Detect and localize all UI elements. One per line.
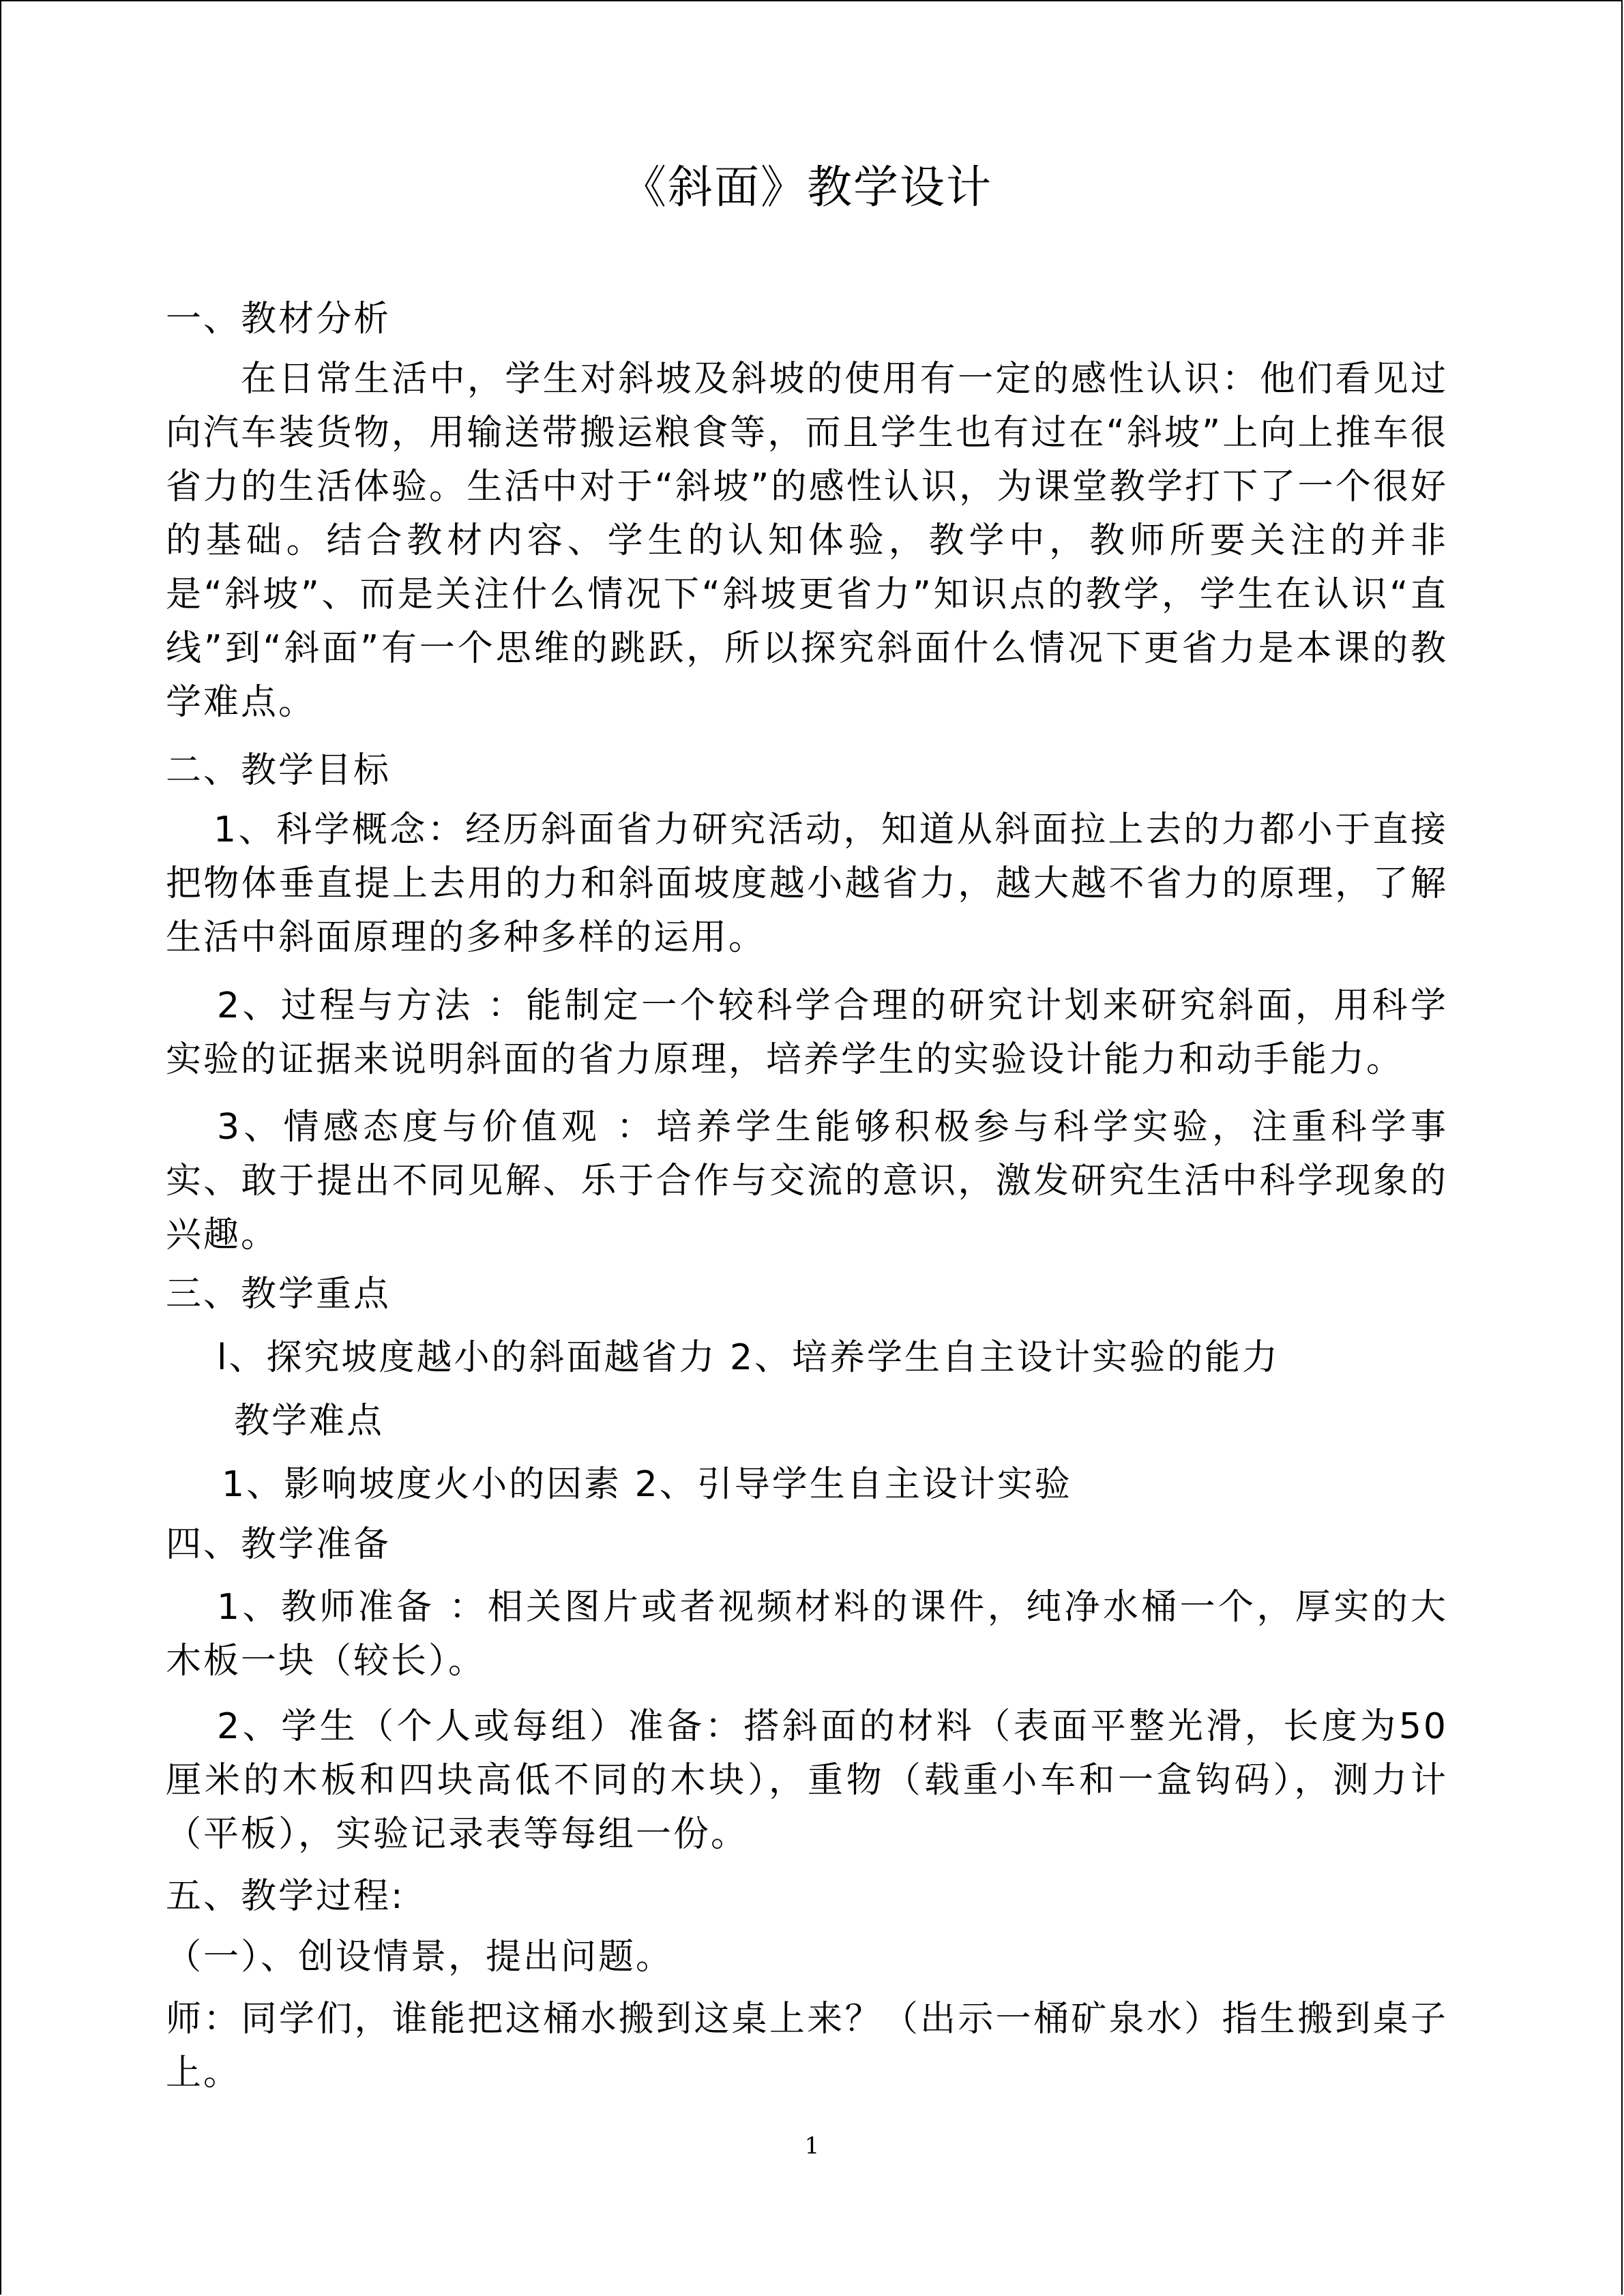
section-heading-key-points: 三、教学重点 (166, 1274, 392, 1315)
teacher-preparation: 1、教师准备 ：相关图片或者视频材料的课件，纯净水桶一个，厚实的大木板一块（较长）。 (166, 1587, 1448, 1682)
goal-scientific-concept: 1、科学概念：经历斜面省力研究活动，知道从斜面拉上去的力都小于直接把物体垂直提上去用的力和斜面坡度越小越省力，越大越不省力的原理，了解生活中斜面原理的多种多样的运用。 (166, 809, 1448, 958)
section-heading-teaching-goals: 二、教学目标 (166, 750, 392, 791)
section-heading-preparation: 四、教学准备 (166, 1524, 392, 1565)
student-preparation: 2、学生（个人或每组）准备：搭斜面的材料（表面平整光滑，长度为50厘米的木板和四块高低不同的木块），重物（载重小车和一盒钩码），测力计（平板），实验记录表等每组一份。 (166, 1706, 1448, 1855)
teacher-dialogue: 师：同学们，谁能把这桶水搬到这桌上来？（出示一桶矿泉水）指生搬到桌子上。 (166, 1999, 1448, 2093)
goal-emotion-values: 3、情感态度与价值观 ：培养学生能够积极参与科学实验，注重科学事实、敢于提出不同见解、乐于合作与交流的意识，激发研究生活中科学现象的兴趣。 (166, 1107, 1448, 1255)
section-heading-textbook-analysis: 一、教材分析 (166, 299, 392, 340)
process-step-1: （一）、创设情景，提出问题。 (166, 1937, 674, 1978)
goal-process-method: 2、过程与方法 ：能制定一个较科学合理的研究计划来研究斜面，用科学实验的证据来说明斜面的省力原理，培养学生的实验设计能力和动手能力。 (166, 985, 1448, 1080)
difficulties-list: 1、影响坡度火小的因素 2、引导学生自主设计实验 (222, 1464, 1072, 1505)
section-heading-teaching-process: 五、教学过程: (166, 1876, 405, 1917)
key-points-list: l、探究坡度越小的斜面越省力 2、培养学生自主设计实验的能力 (217, 1337, 1280, 1378)
document-title: 《斜面》教学设计 (621, 161, 992, 213)
page-number: 1 (804, 2132, 820, 2160)
difficulties-heading: 教学难点 (234, 1401, 385, 1442)
textbook-analysis-paragraph: 在日常生活中，学生对斜坡及斜坡的使用有一定的感性认识：他们看见过向汽车装货物，用输送带搬运粮食等，而且学生也有过在“斜坡”上向上推车很省力的生活体验。生活中对于“斜坡”的感性认识，为课堂教学打下了一个很好的基础。结合教材内容、学生的认知体验，教学中，教师所要关注的并非是“斜坡”、而是关注什么情况下“斜坡更省力”知识点的教学，学生在认识“直线”到“斜面”有一个思维的跳跃，所以探究斜面什么情况下更省力是本课的教学难点。 (166, 359, 1448, 723)
